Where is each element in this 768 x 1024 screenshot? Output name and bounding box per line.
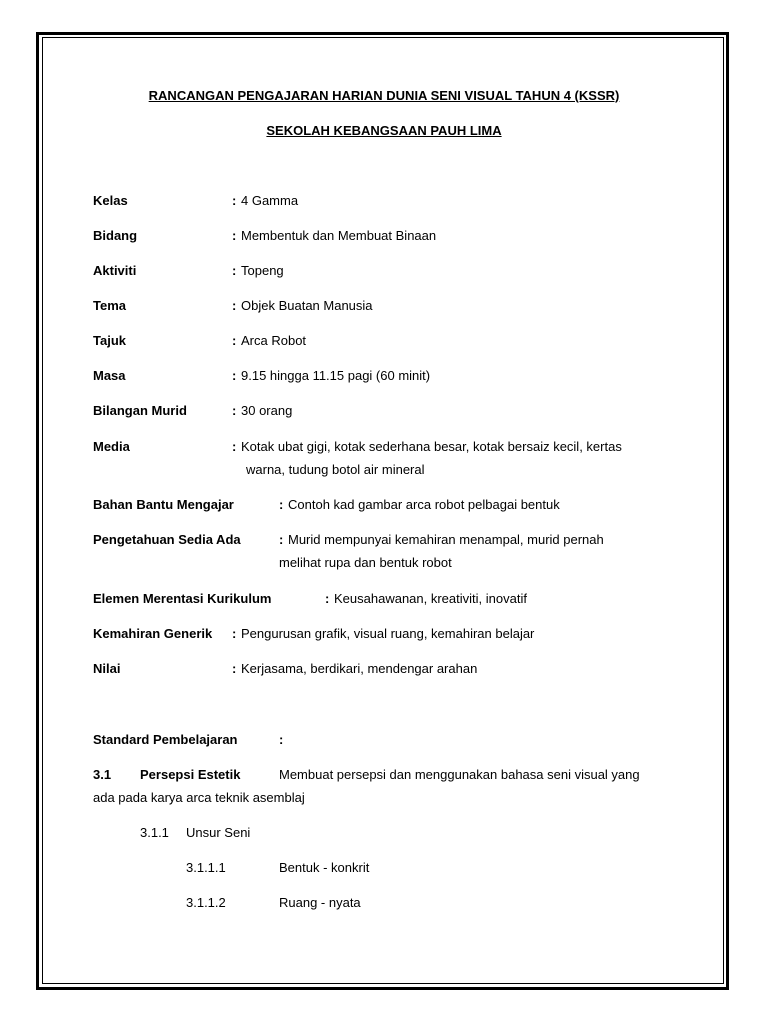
aktiviti-colon: :: [232, 263, 237, 278]
generik-value: Pengurusan grafik, visual ruang, kemahiran belajar: [241, 626, 535, 641]
masa-label: Masa: [93, 368, 126, 383]
generik-label: Kemahiran Generik: [93, 626, 213, 641]
item-text-1: Bentuk - konkrit: [279, 860, 370, 875]
item-text-2: Ruang - nyata: [279, 895, 361, 910]
emk-value: Keusahawanan, kreativiti, inovatif: [334, 591, 527, 606]
bilangan-value: 30 orang: [241, 403, 293, 418]
tema-colon: :: [232, 298, 237, 313]
bbm-label: Bahan Bantu Mengajar: [93, 497, 234, 512]
school-name: SEKOLAH KEBANGSAAN PAUH LIMA: [266, 123, 502, 138]
emk-label: Elemen Merentasi Kurikulum: [93, 591, 272, 606]
bidang-value: Membentuk dan Membuat Binaan: [241, 228, 437, 243]
nilai-label: Nilai: [93, 661, 121, 676]
standard-colon: :: [279, 732, 284, 747]
kelas-value: 4 Gamma: [241, 193, 299, 208]
tema-value: Objek Buatan Manusia: [241, 298, 373, 313]
tajuk-colon: :: [232, 333, 237, 348]
tajuk-value: Arca Robot: [241, 333, 307, 348]
bbm-value: Contoh kad gambar arca robot pelbagai bentuk: [288, 497, 560, 512]
subsection-title: Unsur Seni: [186, 825, 251, 840]
subsection-number: 3.1.1: [140, 825, 169, 840]
aktiviti-value: Topeng: [241, 263, 284, 278]
bidang-label: Bidang: [93, 228, 138, 243]
nilai-colon: :: [232, 661, 237, 676]
kelas-colon: :: [232, 193, 237, 208]
bidang-colon: :: [232, 228, 237, 243]
section-desc-line2: ada pada karya arca teknik asemblaj: [93, 790, 305, 805]
tajuk-label: Tajuk: [93, 333, 126, 348]
standard-label: Standard Pembelajaran: [93, 732, 238, 747]
emk-colon: :: [325, 591, 330, 606]
item-number-2: 3.1.1.2: [186, 895, 226, 910]
tema-label: Tema: [93, 298, 126, 313]
media-colon: :: [232, 439, 237, 454]
psa-label: Pengetahuan Sedia Ada: [93, 532, 241, 547]
bilangan-colon: :: [232, 403, 237, 418]
media-value-line1: Kotak ubat gigi, kotak sederhana besar, kotak bersaiz kecil, kertas: [241, 439, 622, 454]
masa-colon: :: [232, 368, 237, 383]
nilai-value: Kerjasama, berdikari, mendengar arahan: [241, 661, 478, 676]
generik-colon: :: [232, 626, 237, 641]
bilangan-label: Bilangan Murid: [93, 403, 187, 418]
document-title: RANCANGAN PENGAJARAN HARIAN DUNIA SENI VISUAL TAHUN 4 (KSSR): [148, 88, 620, 103]
aktiviti-label: Aktiviti: [93, 263, 137, 278]
media-value-line2: warna, tudung botol air mineral: [246, 462, 425, 477]
masa-value: 9.15 hingga 11.15 pagi (60 minit): [241, 368, 431, 383]
psa-value-line2: melihat rupa dan bentuk robot: [279, 555, 452, 570]
media-label: Media: [93, 439, 130, 454]
section-title: Persepsi Estetik: [140, 767, 241, 782]
bbm-colon: :: [279, 497, 284, 512]
section-number: 3.1: [93, 767, 112, 782]
section-desc-line1: Membuat persepsi dan menggunakan bahasa seni visual yang: [279, 767, 640, 782]
kelas-label: Kelas: [93, 193, 128, 208]
psa-colon: :: [279, 532, 284, 547]
item-number-1: 3.1.1.1: [186, 860, 226, 875]
psa-value-line1: Murid mempunyai kemahiran menampal, murid pernah: [288, 532, 604, 547]
